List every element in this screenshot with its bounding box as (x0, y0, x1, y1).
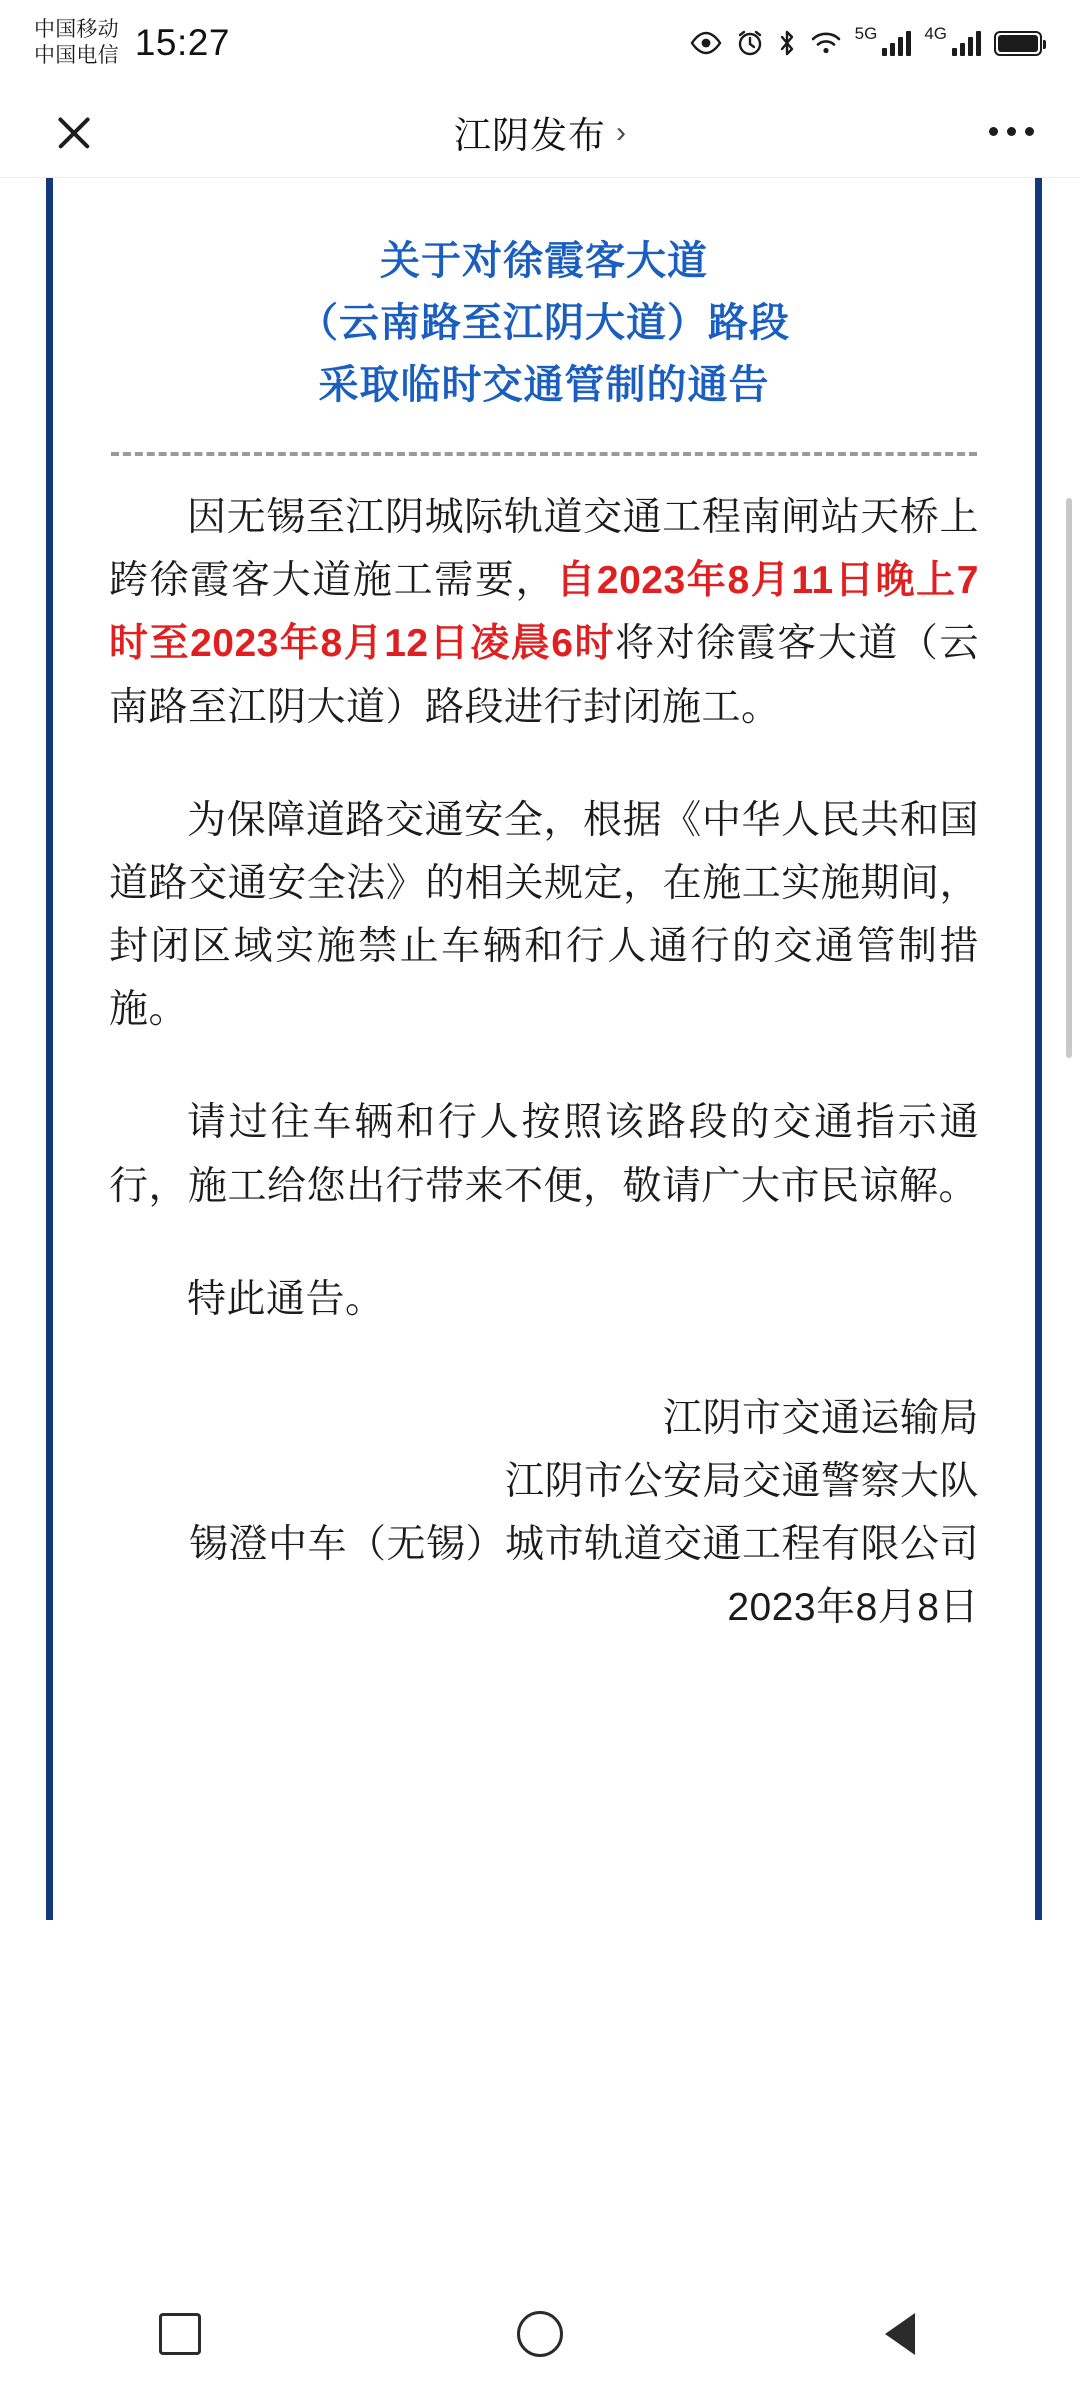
status-clock: 15:27 (134, 22, 230, 63)
signature-line-3: 锡澄中车（无锡）城市轨道交通工程有限公司 (188, 1523, 979, 1567)
chevron-right-icon: › (616, 115, 626, 149)
notice-card (46, 178, 1042, 1920)
dashed-divider (111, 452, 977, 456)
page-title: 江阴发布 (454, 114, 606, 156)
notice-title-line-1: 关于对徐霞客大道 (380, 239, 708, 283)
home-button[interactable] (450, 2284, 630, 2384)
page-title-group (0, 105, 1080, 159)
more-icon[interactable] (989, 127, 1034, 136)
app-titlebar (0, 86, 1080, 178)
back-icon (885, 2313, 915, 2355)
carrier-secondary: 中国电信 (34, 44, 119, 67)
status-bar-left (34, 17, 230, 68)
article-scroll-area[interactable] (0, 178, 1080, 1920)
recent-apps-button[interactable] (90, 2284, 270, 2384)
status-bar-right (689, 24, 1042, 57)
close-icon[interactable] (46, 104, 102, 160)
status-bar (0, 0, 1080, 86)
network-type-5g: 5G (854, 24, 878, 43)
notice-signature (109, 1387, 979, 1640)
notice-paragraph-3: 请过往车辆和行人按照该路段的交通指示通行，施工给您出行带来不便，敬请广大市民谅解。 (109, 1101, 979, 1208)
recent-apps-icon (159, 2313, 201, 2355)
scrollbar[interactable] (1066, 498, 1072, 1058)
alarm-icon (736, 29, 764, 57)
signal-bars-sim1 (882, 30, 911, 56)
battery-icon (994, 31, 1042, 56)
signal-bars-sim2 (952, 30, 981, 56)
home-icon (517, 2311, 563, 2357)
notice-title (109, 230, 979, 416)
wifi-icon (810, 30, 842, 56)
notice-title-line-2: （云南路至江阴大道）路段 (298, 301, 790, 345)
network-type-4g: 4G (924, 24, 947, 43)
paragraph-1-highlight: 自2023年8月11日晚上7时至2023年8月12日凌晨6时 (109, 559, 979, 666)
bluetooth-icon (777, 29, 797, 57)
carrier-primary: 中国移动 (34, 18, 119, 42)
notice-paragraph-2: 为保障道路交通安全，根据《中华人民共和国道路交通安全法》的相关规定，在施工实施期间，封闭区域实施禁止车辆和行人通行的交通管制措施。 (109, 798, 979, 1032)
paragraph-1-before: 因无锡至江阴城际轨道交通工程南闸站天桥上跨徐霞客大道施工需要， (109, 496, 979, 603)
signature-line-1: 江阴市交通运输局 (662, 1396, 979, 1440)
signature-date: 2023年8月8日 (727, 1586, 979, 1630)
notice-paragraph-4: 特此通告。 (187, 1277, 385, 1321)
eye-icon (689, 31, 723, 55)
back-button[interactable] (810, 2284, 990, 2384)
signature-line-2: 江阴市公安局交通警察大队 (504, 1460, 979, 1504)
notice-title-line-3: 采取临时交通管制的通告 (318, 363, 770, 407)
carrier-names (34, 17, 119, 68)
system-navigation-bar (0, 2268, 1080, 2400)
paragraph-1-after: 将对徐霞客大道（云南路至江阴大道）路段进行封闭施工。 (109, 622, 979, 729)
notice-paragraph-1 (109, 486, 979, 739)
